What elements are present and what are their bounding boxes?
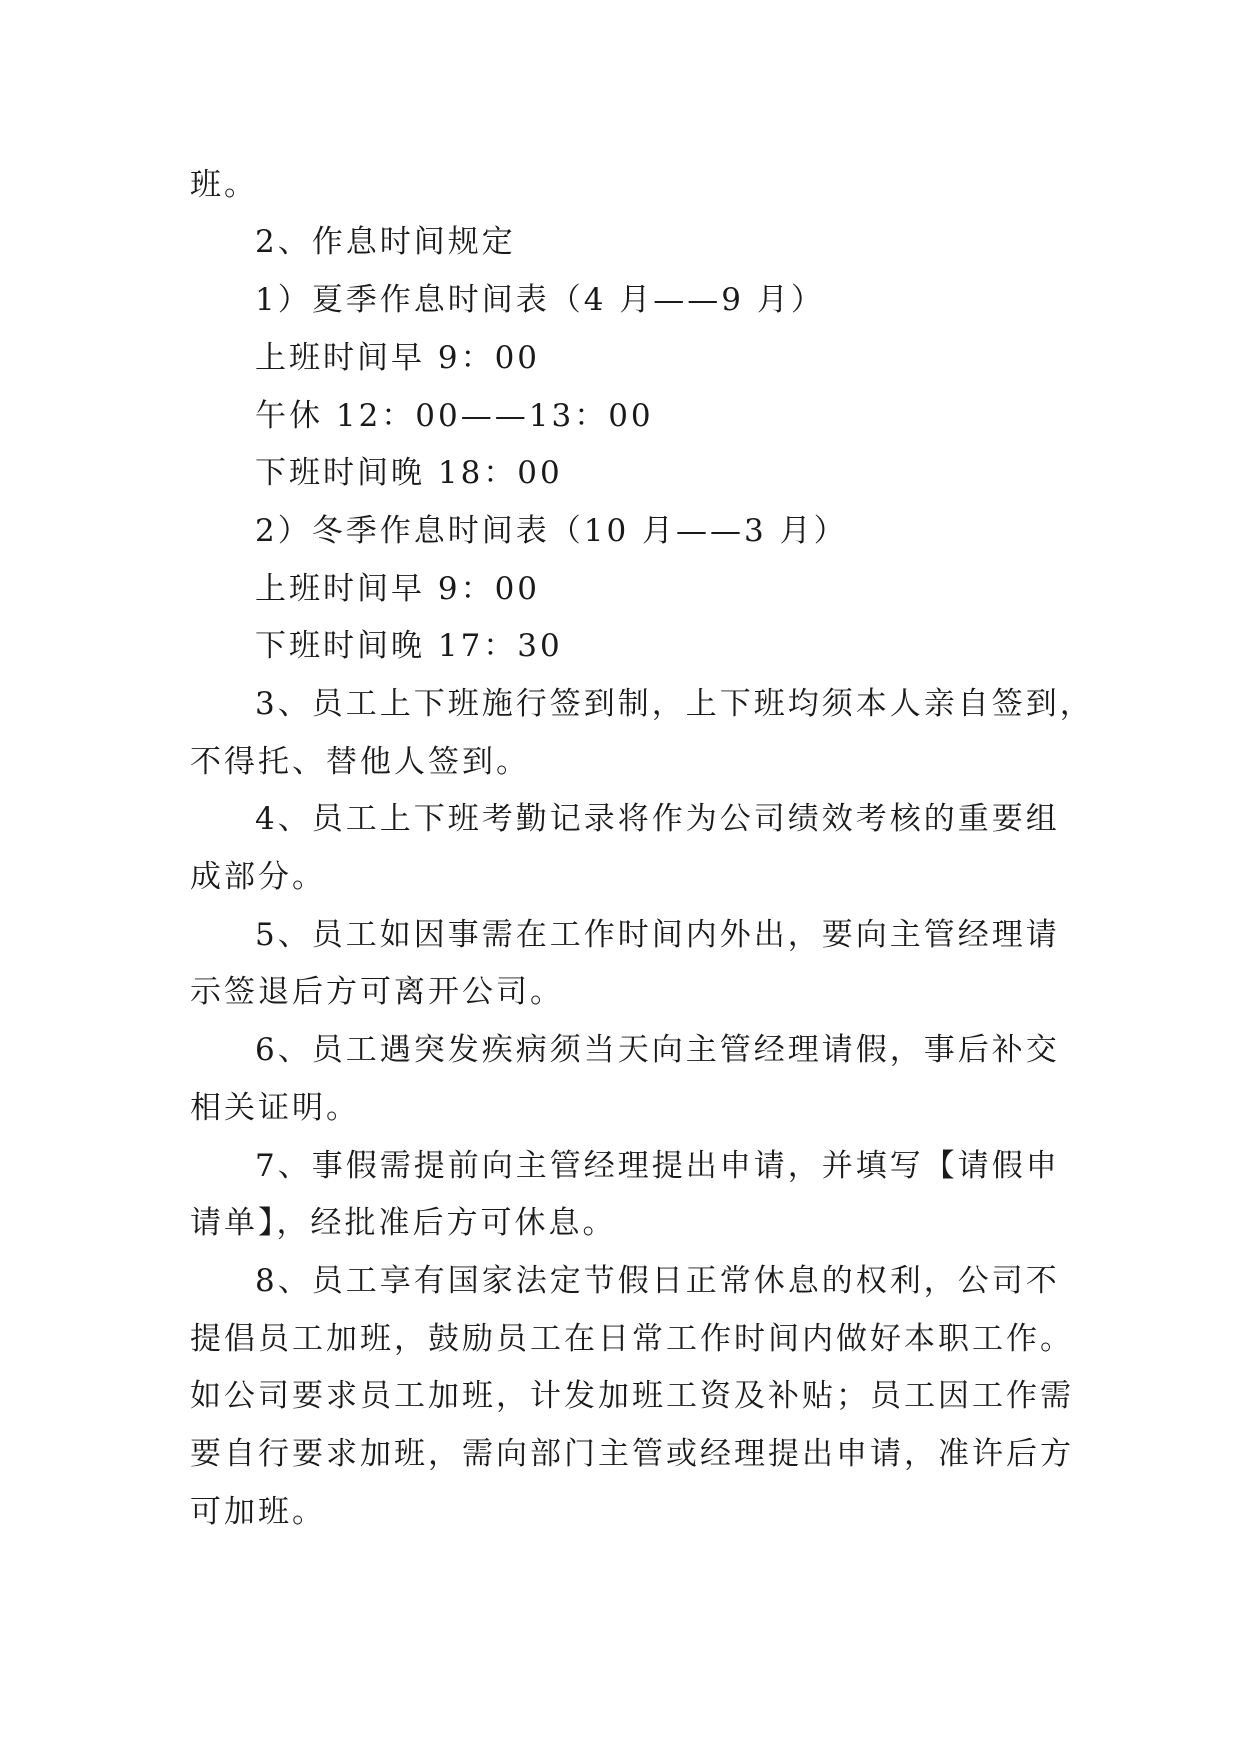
text-line: 下班时间晚 17：30 bbox=[255, 628, 563, 664]
summer-schedule-heading: 1）夏季作息时间表（4 月——9 月） bbox=[255, 282, 825, 318]
text-line: 下班时间晚 18：00 bbox=[255, 455, 563, 491]
paragraph-6-line: 6、员工遇突发疾病须当天向主管经理请假，事后补交 bbox=[255, 1032, 1060, 1068]
paragraph-4-line: 4、员工上下班考勤记录将作为公司绩效考核的重要组 bbox=[255, 801, 1060, 837]
paragraph-7-line: 请单】，经批准后方可休息。 bbox=[190, 1205, 617, 1241]
paragraph-3-line: 3、员工上下班施行签到制，上下班均须本人亲自签到， bbox=[255, 686, 1094, 722]
paragraph-6-line: 相关证明。 bbox=[190, 1090, 360, 1126]
paragraph-8-line: 如公司要求员工加班，计发加班工资及补贴；员工因工作需 bbox=[190, 1378, 1074, 1414]
paragraph-5-line: 示签退后方可离开公司。 bbox=[190, 974, 564, 1010]
paragraph-8-line: 要自行要求加班，需向部门主管或经理提出申请，准许后方 bbox=[190, 1436, 1074, 1472]
paragraph-5-line: 5、员工如因事需在工作时间内外出，要向主管经理请 bbox=[255, 917, 1060, 953]
text-line: 上班时间早 9：00 bbox=[255, 340, 541, 376]
paragraph-8-line: 8、员工享有国家法定节假日正常休息的权利，公司不 bbox=[255, 1263, 1060, 1299]
paragraph-4-line: 成部分。 bbox=[190, 859, 326, 895]
text-line: 班。 bbox=[190, 167, 258, 203]
section-heading-schedule: 2、作息时间规定 bbox=[255, 224, 516, 260]
text-line: 上班时间早 9：00 bbox=[255, 571, 541, 607]
paragraph-7-line: 7、事假需提前向主管经理提出申请，并填写【请假申 bbox=[255, 1148, 1060, 1184]
paragraph-8-line: 提倡员工加班，鼓励员工在日常工作时间内做好本职工作。 bbox=[190, 1321, 1074, 1357]
paragraph-3-line: 不得托、替他人签到。 bbox=[190, 744, 530, 780]
winter-schedule-heading: 2）冬季作息时间表（10 月——3 月） bbox=[255, 513, 848, 549]
text-line: 午休 12：00——13：00 bbox=[255, 398, 654, 434]
paragraph-8-line: 可加班。 bbox=[190, 1494, 326, 1530]
